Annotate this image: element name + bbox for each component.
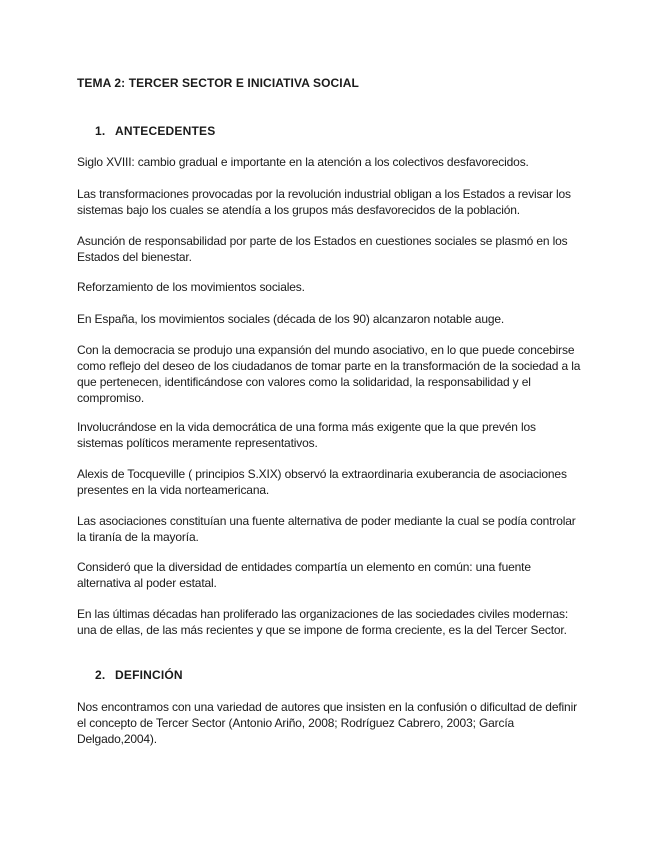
paragraph: Reforzamiento de los movimientos sociales. [77,280,305,294]
paragraph: Consideró que la diversidad de entidades compartía un elemento en común: una fuente alternativa al poder estatal. [77,560,531,590]
paragraph: Las transformaciones provocadas por la revolución industrial obligan a los Estados a revisar los sistemas bajo los cuales se atendía a los grupos más desfavorecidos de la población. [77,187,571,217]
paragraph: Alexis de Tocqueville ( principios S.XIX) observó la extraordinaria exuberancia de asociaciones presentes en la vida norteamericana. [77,467,567,497]
paragraph: Siglo XVIII: cambio gradual e importante en la atención a los colectivos desfavorecidos. [77,155,529,169]
section-number: 1. [95,124,106,138]
document-title: TEMA 2: TERCER SECTOR E INICIATIVA SOCIAL [77,76,359,90]
paragraph: Asunción de responsabilidad por parte de los Estados en cuestiones sociales se plasmó en los Estados del bienestar. [77,234,568,264]
paragraph: Con la democracia se produjo una expansión del mundo asociativo, en lo que puede concebirse como reflejo del deseo de los ciudadanos de tomar parte en la transformación de la sociedad a la que pertenecen, identificándose con valores como la solidaridad, la responsabilidad y el compromiso. [77,343,581,405]
section-title: DEFINCIÓN [115,668,183,682]
section-heading-definicion [95,668,183,682]
section-number: 2. [95,668,106,682]
paragraph: Involucrándose en la vida democrática de una forma más exigente que la que prevén los sistemas políticos meramente representativos. [77,420,536,450]
section-title: ANTECEDENTES [115,124,216,138]
paragraph: Nos encontramos con una variedad de autores que insisten en la confusión o dificultad de definir el concepto de Tercer Sector (Antonio Ariño, 2008; Rodríguez Cabrero, 2003; García Delgado,2004). [77,700,577,746]
paragraph: En las últimas décadas han proliferado las organizaciones de las sociedades civiles modernas: una de ellas, de las más recientes y que se impone de forma creciente, es la del Tercer Sector. [77,607,568,637]
paragraph: Las asociaciones constituían una fuente alternativa de poder mediante la cual se podía controlar la tiranía de la mayoría. [77,514,576,544]
paragraph: En España, los movimientos sociales (década de los 90) alcanzaron notable auge. [77,312,505,326]
section-heading-antecedentes [95,124,215,138]
